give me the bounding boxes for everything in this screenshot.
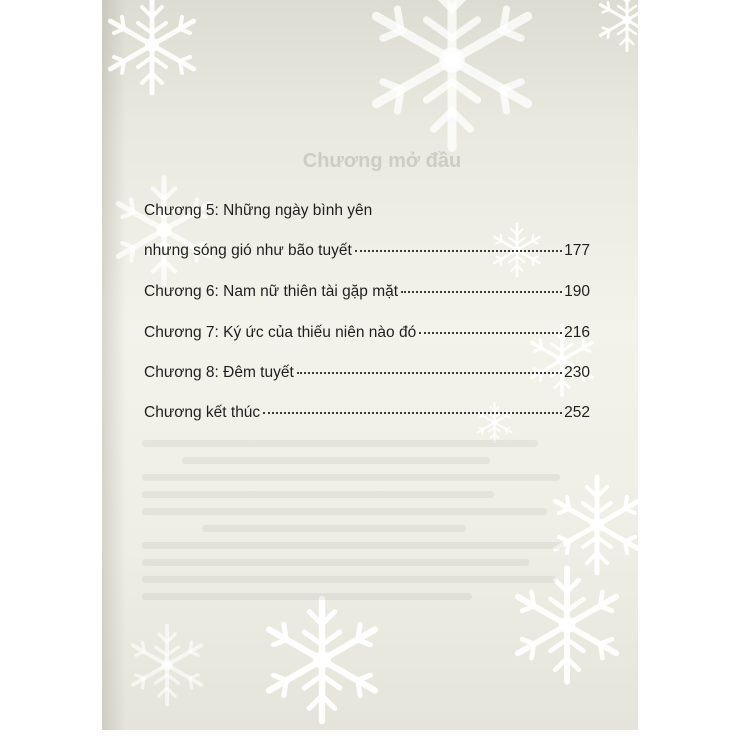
toc-entry-page: 177 bbox=[564, 242, 590, 259]
toc-entry bbox=[144, 202, 590, 226]
toc-entry-title: Chương 6: Nam nữ thiên tài gặp mặt bbox=[144, 283, 399, 300]
bleed-through-heading: Chương mở đầu bbox=[302, 150, 462, 172]
toc-entry bbox=[144, 404, 590, 428]
toc-leader-dots bbox=[263, 412, 562, 414]
toc-entry-title: Chương 7: Ký ức của thiếu niên nào đó bbox=[144, 324, 417, 341]
toc-entry-title: nhưng sóng gió như bão tuyết bbox=[144, 242, 352, 259]
toc-leader-dots bbox=[297, 372, 562, 374]
toc-entry-page: 252 bbox=[564, 404, 590, 421]
toc-entry-page: 230 bbox=[564, 364, 590, 381]
snowflake-icon bbox=[352, 0, 552, 160]
snowflake-icon bbox=[104, 170, 224, 290]
snowflake-icon bbox=[122, 620, 212, 710]
snowflake-icon bbox=[102, 0, 207, 100]
snowflake-icon bbox=[592, 0, 638, 55]
toc-entry bbox=[144, 364, 590, 388]
toc-entry-title: Chương 8: Đêm tuyết bbox=[144, 364, 294, 381]
toc-leader-dots bbox=[401, 291, 562, 293]
toc-entry-title: Chương kết thúc bbox=[144, 404, 261, 421]
toc-entry bbox=[144, 324, 590, 348]
book-page bbox=[102, 0, 638, 730]
toc-entry bbox=[144, 283, 590, 307]
bleed-through-text bbox=[142, 430, 582, 610]
snowflake-icon bbox=[252, 590, 392, 730]
toc-entry-page: 190 bbox=[564, 283, 590, 300]
toc-leader-dots bbox=[355, 250, 562, 252]
toc-entry bbox=[144, 242, 590, 266]
toc-leader-dots bbox=[419, 332, 562, 334]
toc-entry-title: Chương 5: Những ngày bình yên bbox=[144, 202, 373, 219]
toc-entry-page: 216 bbox=[564, 324, 590, 341]
